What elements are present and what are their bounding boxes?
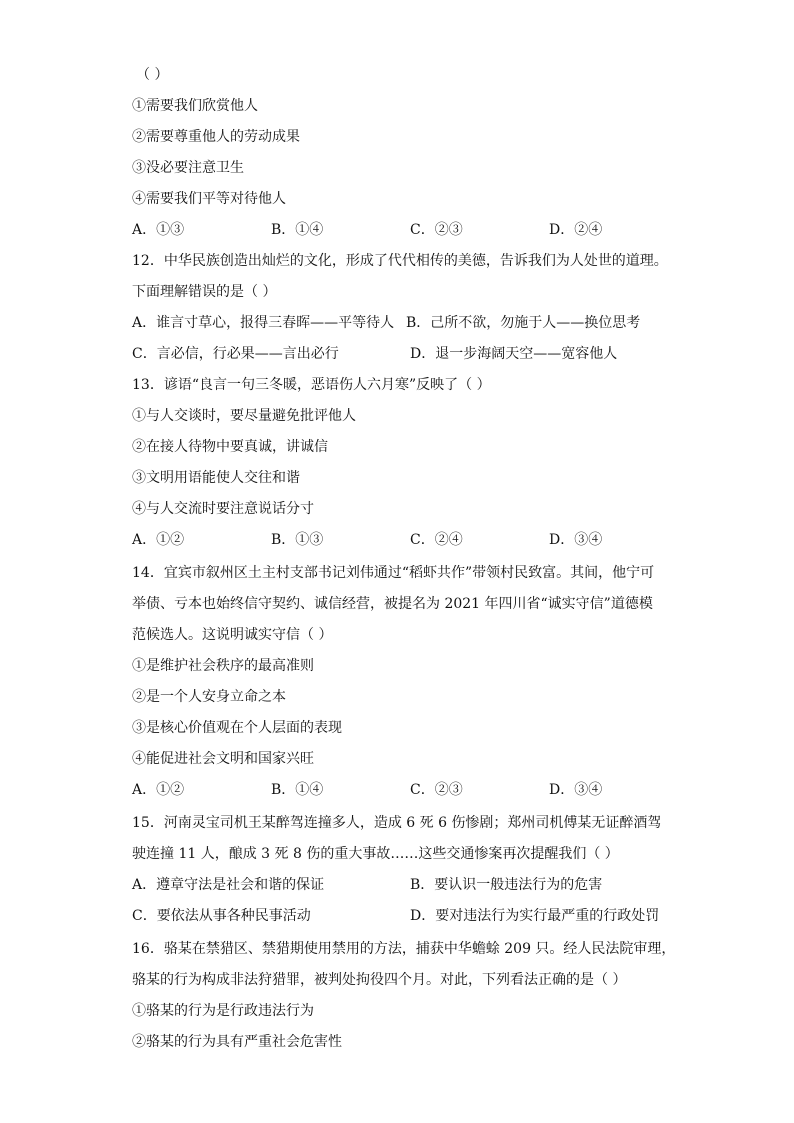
q12-option-a: A．谁言寸草心，报得三春晖——平等待人 [132,315,395,331]
q15-option-c: C．要依法从事各种民事活动 [132,908,311,924]
q15-stem-line-2: 驶连撞 11 人，酿成 3 死 8 伤的重大事故……这些交通惨案再次提醒我们（ ） [132,846,619,862]
q11-item-3: ③没必要注意卫生 [132,160,244,176]
q14-option-d: D．③④ [549,782,603,798]
q16-item-1: ①骆某的行为是行政违法行为 [132,1003,314,1019]
q11-option-a: A．①③ [132,222,185,238]
q11-item-2: ②需要尊重他人的劳动成果 [132,129,300,145]
q14-item-3: ③是核心价值观在个人层面的表现 [132,720,342,736]
q14-stem-line-1: 14．宜宾市叙州区土主村支部书记刘伟通过“稻虾共作”带领村民致富。其间，他宁可 [132,565,655,581]
q11-item-1: ①需要我们欣赏他人 [132,98,258,114]
q11-option-d: D．②④ [549,222,603,238]
q11-option-b: B．①④ [271,222,324,238]
q12-stem-line-2: 下面理解错误的是（ ） [132,284,277,300]
q15-option-b: B．要认识一般违法行为的危害 [410,877,603,893]
q12-stem-line-1: 12．中华民族创造出灿烂的文化，形成了代代相传的美德，告诉我们为人处世的道理。 [132,253,668,269]
q16-stem-line-2: 骆某的行为构成非法狩猎罪，被判处拘役四个月。对此，下列看法正确的是（ ） [132,972,627,988]
q15-option-a: A．遵章守法是社会和谐的保证 [132,877,325,893]
q14-item-2: ②是一个人安身立命之本 [132,689,286,705]
q11-answer-paren: （ ） [136,67,169,83]
q13-option-d: D．③④ [549,532,603,548]
q14-option-c: C．②③ [410,782,463,798]
q14-stem-line-2: 举债、亏本也始终信守契约、诚信经营，被提名为 2021 年四川省“诚实守信”道德模 [132,596,653,612]
q14-option-b: B．①④ [271,782,324,798]
q14-item-4: ④能促进社会文明和国家兴旺 [132,751,314,767]
q13-option-b: B．①③ [271,532,324,548]
q13-option-c: C．②④ [410,532,463,548]
q12-option-d: D．退一步海阔天空——宽容他人 [410,346,618,362]
q13-item-1: ①与人交谈时，要尽量避免批评他人 [132,408,356,424]
q16-stem-line-1: 16．骆某在禁猎区、禁猎期使用禁用的方法，捕获中华蟾蜍 209 只。经人民法院审理， [132,941,676,957]
q13-stem: 13．谚语“良言一句三冬暖，恶语伤人六月寒”反映了（ ） [132,377,491,393]
q11-item-4: ④需要我们平等对待他人 [132,191,286,207]
q13-item-2: ②在接人待物中要真诚，讲诚信 [132,439,328,455]
q15-stem-line-1: 15．河南灵宝司机王某醉驾连撞多人，造成 6 死 6 伤惨剧；郑州司机傅某无证醉酒驾 [132,815,662,831]
q13-option-a: A．①② [132,532,185,548]
q12-option-b: B．己所不欲，勿施于人——换位思考 [406,315,641,331]
q12-option-c: C．言必信，行必果——言出必行 [132,346,339,362]
q11-option-c: C．②③ [410,222,463,238]
q13-item-3: ③文明用语能使人交往和谐 [132,470,300,486]
q13-item-4: ④与人交流时要注意说话分寸 [132,501,314,517]
q16-item-2: ②骆某的行为具有严重社会危害性 [132,1034,342,1050]
q14-item-1: ①是维护社会秩序的最高准则 [132,658,314,674]
q15-option-d: D．要对违法行为实行最严重的行政处罚 [410,908,660,924]
q14-stem-line-3: 范候选人。这说明诚实守信（ ） [132,627,333,643]
q14-option-a: A．①② [132,782,185,798]
